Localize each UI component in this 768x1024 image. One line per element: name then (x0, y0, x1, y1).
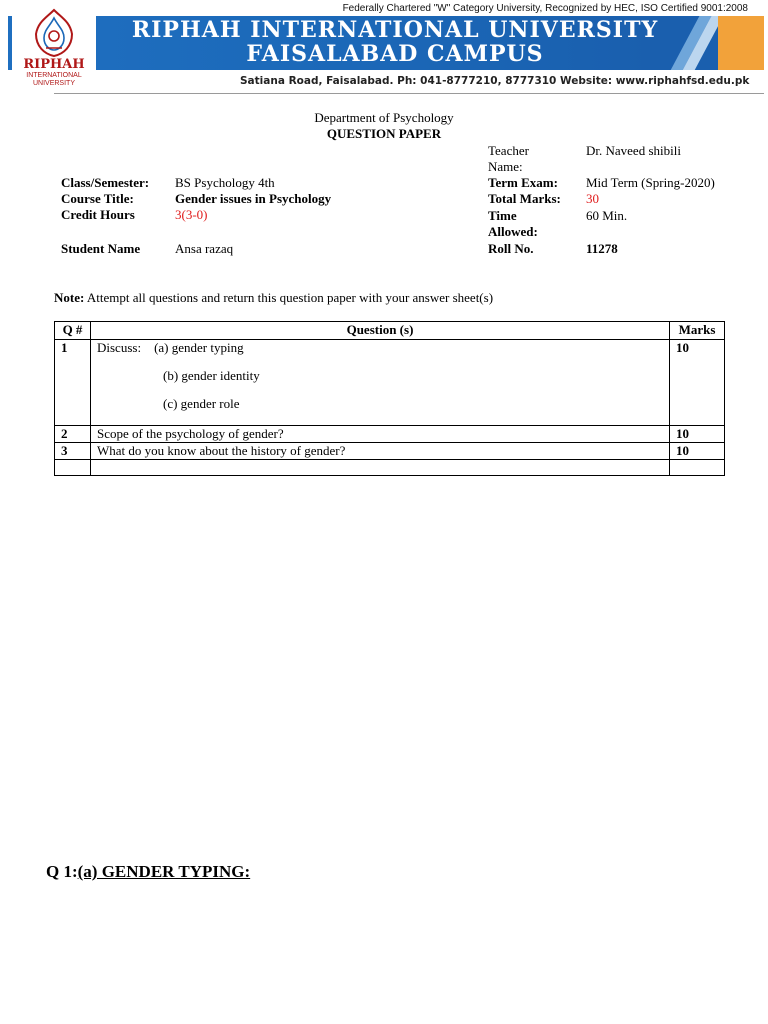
empty-cell (91, 460, 670, 476)
note-label: Note: (54, 290, 85, 305)
table-row (55, 340, 725, 426)
time-label-line2: Allowed: (488, 224, 538, 239)
answer-prefix: Q 1: (46, 862, 78, 881)
table-row-empty (55, 460, 725, 476)
university-logo (12, 6, 96, 90)
marks-value: 30 (586, 191, 599, 206)
university-name-line1: RIPHAH INTERNATIONAL UNIVERSITY (131, 17, 659, 43)
university-name-line2: FAISALABAD CAMPUS (246, 41, 544, 67)
logo-subtitle (12, 72, 96, 87)
department-name: Department of Psychology (314, 110, 454, 125)
term-value: Mid Term (Spring-2020) (586, 175, 715, 190)
credit-value: 3(3-0) (175, 207, 208, 222)
teacher-label-line2: Name: (488, 159, 523, 174)
credit-label: Credit Hours (61, 207, 135, 222)
class-value: BS Psychology 4th (175, 175, 275, 190)
column-header-marks: Marks (670, 322, 725, 340)
logo-subtitle-line1: INTERNATIONAL (26, 72, 82, 79)
teacher-label-line1: Teacher (488, 143, 529, 158)
column-header-qnum: Q # (55, 322, 91, 340)
question-part-a: (a) gender typing (154, 340, 244, 355)
class-label: Class/Semester: (61, 175, 150, 190)
roll-value: 11278 (586, 241, 618, 256)
question-marks: 10 (670, 426, 725, 443)
paper-title: QUESTION PAPER (326, 126, 442, 141)
question-lead: Discuss: (97, 340, 142, 355)
answer-title: (a) GENDER TYPING: (77, 862, 251, 881)
header-divider (54, 93, 764, 94)
table-row (55, 426, 725, 443)
term-label: Term Exam: (488, 175, 558, 190)
teacher-value: Dr. Naveed shibili (586, 143, 681, 158)
banner-accent (718, 16, 764, 70)
empty-cell (55, 460, 91, 476)
table-row (55, 443, 725, 460)
question-text (91, 340, 670, 426)
question-number: 1 (55, 340, 91, 426)
question-table (54, 321, 725, 476)
student-value: Ansa razaq (175, 241, 234, 256)
note-text: Attempt all questions and return this question paper with your answer sheet(s) (84, 290, 494, 305)
university-banner (8, 0, 764, 96)
answer-heading (46, 862, 250, 882)
question-text: What do you know about the history of gender? (91, 443, 670, 460)
column-header-question: Question (s) (91, 322, 670, 340)
empty-cell (670, 460, 725, 476)
time-value: 60 Min. (586, 208, 628, 223)
contact-line: Satiana Road, Faisalabad. Ph: 041-8777210, 8777310 Website: www.riphahfsd.edu.pk (240, 75, 750, 87)
table-header-row (55, 322, 725, 340)
riphah-emblem-icon (32, 8, 76, 58)
marks-label: Total Marks: (488, 191, 561, 206)
logo-subtitle-line2: UNIVERSITY (32, 79, 75, 87)
instructions-note (54, 290, 493, 306)
course-value: Gender issues in Psychology (175, 191, 332, 206)
question-number: 2 (55, 426, 91, 443)
question-number: 3 (55, 443, 91, 460)
logo-wordmark: RIPHAH (23, 57, 85, 72)
question-text: Scope of the psychology of gender? (91, 426, 670, 443)
accreditation-tagline: Federally Chartered "W" Category University, Recognized by HEC, ISO Certified 9001:2008 (342, 3, 748, 14)
question-part-c: (c) gender role (163, 396, 240, 411)
course-label: Course Title: (61, 191, 134, 206)
question-marks: 10 (670, 443, 725, 460)
time-label-line1: Time (488, 208, 517, 223)
student-label: Student Name (61, 241, 141, 256)
roll-label: Roll No. (488, 241, 534, 256)
university-name (120, 18, 670, 66)
question-marks: 10 (670, 340, 725, 426)
question-part-b: (b) gender identity (163, 368, 260, 383)
